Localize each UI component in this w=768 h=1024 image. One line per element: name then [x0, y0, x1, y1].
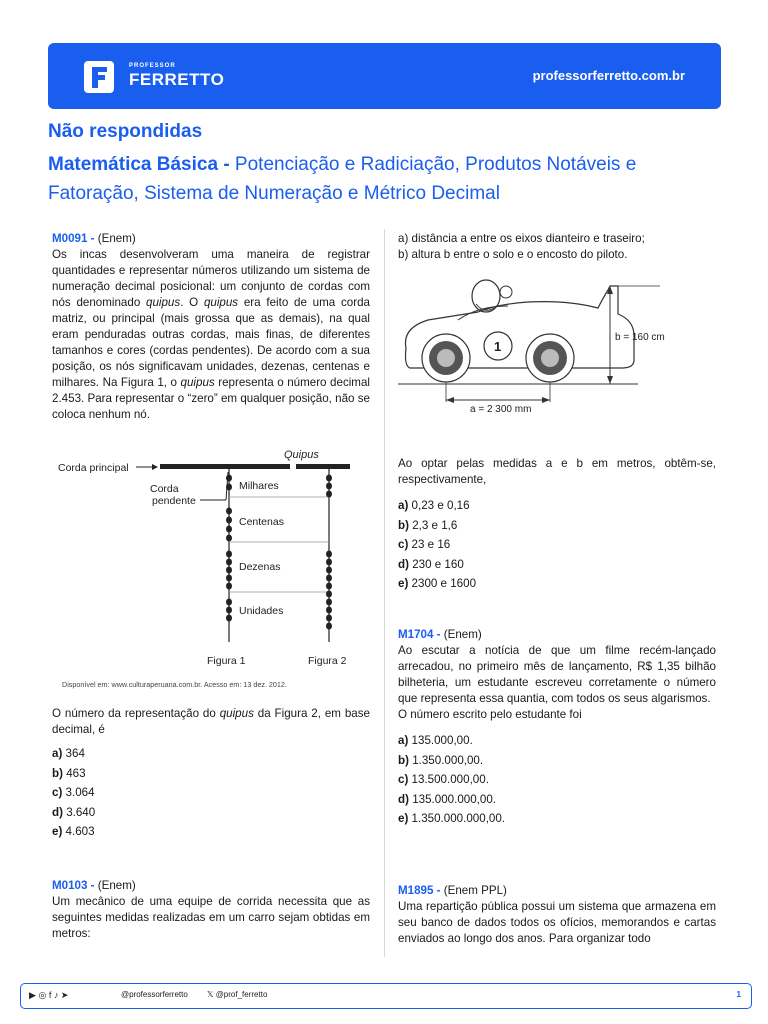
- option-b[interactable]: b) 2,3 e 1,6: [398, 518, 458, 532]
- option-d[interactable]: d) 135.000.000,00.: [398, 792, 496, 806]
- svg-text:Unidades: Unidades: [239, 605, 284, 617]
- option-c[interactable]: c) 23 e 16: [398, 538, 451, 551]
- tiktok-icon[interactable]: ♪: [53, 990, 59, 1000]
- ferretto-logo-icon: [84, 61, 114, 93]
- svg-text:Figura 2: Figura 2: [308, 655, 347, 667]
- option-d[interactable]: d) 3.640: [52, 805, 96, 819]
- car-figure: [398, 268, 708, 418]
- site-link[interactable]: professorferretto.com.br: [532, 68, 685, 83]
- option-b[interactable]: b) 463: [52, 766, 86, 780]
- option-a[interactable]: a) 135.000,00.: [398, 734, 473, 747]
- question-id: M1704 -: [398, 628, 441, 641]
- svg-text:pendente: pendente: [152, 495, 196, 507]
- social-icons: [29, 990, 68, 1001]
- question-m0103-items: [398, 231, 716, 263]
- question-source: (Enem): [97, 232, 136, 245]
- quipus-label: Quipus: [284, 449, 319, 461]
- question-text: Uma repartição pública possui um sistema que armazena em seu banco de dados todos os ofícios, memorandos e cartas enviados ao longo dos anos. Para organizar todo: [398, 900, 716, 945]
- svg-text:Corda: Corda: [150, 483, 179, 495]
- youtube-icon[interactable]: ▶: [29, 990, 36, 1000]
- option-b[interactable]: b) 1.350.000,00.: [398, 753, 484, 767]
- page-number: 1: [736, 990, 741, 999]
- x-icon: 𝕏: [207, 990, 214, 999]
- brand-name: FERRETTO: [129, 70, 225, 89]
- question-m1704: [398, 627, 716, 829]
- question-source: (Enem): [443, 628, 482, 641]
- page-subtitle: [48, 150, 728, 208]
- option-e[interactable]: e) 4.603: [52, 825, 95, 838]
- question-m0103-prompt: [398, 456, 716, 594]
- question-m0091-prompt: [52, 706, 370, 842]
- question-text: Ao escutar a notícia de que um filme recém-lançado arrecadou, no primeiro mês de lançamento, R$ 1,35 bilhão bilheteria, um estudante escreveu corretamente o número que representa essa quantia, com todos os seus algarismos.: [398, 644, 716, 705]
- question-prompt: O número escrito pelo estudante foi: [398, 708, 582, 721]
- front-wheel: [422, 334, 470, 382]
- figure1-main-cord: [160, 464, 290, 469]
- option-c[interactable]: c) 13.500.000,00.: [398, 773, 489, 786]
- svg-text:b = 160 cm: b = 160 cm: [615, 332, 665, 343]
- option-e[interactable]: e) 2300 e 1600: [398, 577, 477, 590]
- question-id: M1895 -: [398, 884, 441, 897]
- svg-text:Disponível em: www.culturaperu: Disponível em: www.culturaperuana.com.br. Acesso em: 13 dez. 2012.: [62, 680, 287, 689]
- x-handle[interactable]: 𝕏 @prof_ferretto: [207, 990, 268, 999]
- svg-text:1: 1: [494, 339, 502, 354]
- question-text: Um mecânico de uma equipe de corrida necessita que as seguintes medidas realizadas em um carro sejam obtidas em metros:: [52, 895, 370, 940]
- svg-text:Dezenas: Dezenas: [239, 561, 281, 573]
- option-e[interactable]: e) 1.350.000.000,00.: [398, 812, 506, 825]
- svg-text:Milhares: Milhares: [239, 480, 279, 492]
- item-b: b) altura b entre o solo e o encosto do piloto.: [398, 248, 628, 261]
- subtitle-rest: Potenciação e Radiciação, Produtos Notáveis e Fatoração, Sistema de Numeração e Métrico Decimal: [48, 154, 637, 204]
- svg-text:a = 2 300 mm: a = 2 300 mm: [470, 404, 532, 415]
- option-a[interactable]: a) 364: [52, 747, 85, 760]
- question-source: (Enem): [97, 879, 136, 892]
- left-column: [52, 231, 370, 423]
- figure2-main-cord: [296, 464, 350, 469]
- column-divider: [384, 229, 385, 957]
- subtitle-bold: Matemática Básica -: [48, 154, 235, 175]
- question-prompt: Ao optar pelas medidas a e b em metros, obtêm-se, respectivamente,: [398, 457, 716, 486]
- telegram-icon[interactable]: ➤: [60, 990, 69, 1000]
- options-m0103: [398, 496, 716, 594]
- options-m0091: [52, 744, 370, 842]
- option-d[interactable]: d) 230 e 160: [398, 557, 464, 571]
- question-id: M0103 -: [52, 879, 95, 892]
- driver-head: [472, 280, 500, 312]
- svg-text:Figura 1: Figura 1: [207, 655, 246, 667]
- question-source: (Enem PPL): [443, 884, 507, 897]
- instagram-icon[interactable]: ◎: [38, 990, 47, 1000]
- social-handle[interactable]: @professorferretto: [121, 990, 188, 999]
- footer: [20, 983, 752, 1009]
- svg-text:Centenas: Centenas: [239, 516, 284, 528]
- option-a[interactable]: a) 0,23 e 0,16: [398, 499, 470, 512]
- options-m1704: [398, 731, 716, 829]
- question-text: Os incas desenvolveram uma maneira de registrar quantidades e representar números utilizando um sistema de numeração decimal posicional: um conjunto de cordas com nós denominado quipus. O quipus era feito de uma corda matriz, ou principal (mais grossa que as demais), na qual eram penduradas outras cordas, mais finas, de diferentes tamanhos e cores (cordas pendentes). De acordo com a sua posição, os nós significavam unidades, dezenas, centenas e milhares. Na Figura 1, o quipus representa o número decimal 2.453. Para representar o “zero” em qualquer posição, não se coloca nenhum nó.: [52, 248, 370, 421]
- quipus-figure: [52, 444, 362, 694]
- question-m1895: [398, 883, 716, 947]
- item-a: a) distância a entre os eixos dianteiro e traseiro;: [398, 232, 645, 245]
- page-title: Não respondidas: [48, 121, 203, 142]
- rear-wheel: [526, 334, 574, 382]
- question-id: M0091 -: [52, 232, 95, 245]
- question-prompt: O número da representação do quipus da Figura 2, em base decimal, é: [52, 707, 370, 736]
- corda-principal-label: Corda principal: [58, 462, 129, 474]
- question-m0103: [52, 878, 370, 942]
- facebook-icon[interactable]: f: [48, 990, 52, 1000]
- brand-subtitle: PROFESSOR: [129, 63, 176, 69]
- option-c[interactable]: c) 3.064: [52, 786, 95, 799]
- header-banner: [48, 43, 721, 109]
- question-m0091: [52, 231, 370, 423]
